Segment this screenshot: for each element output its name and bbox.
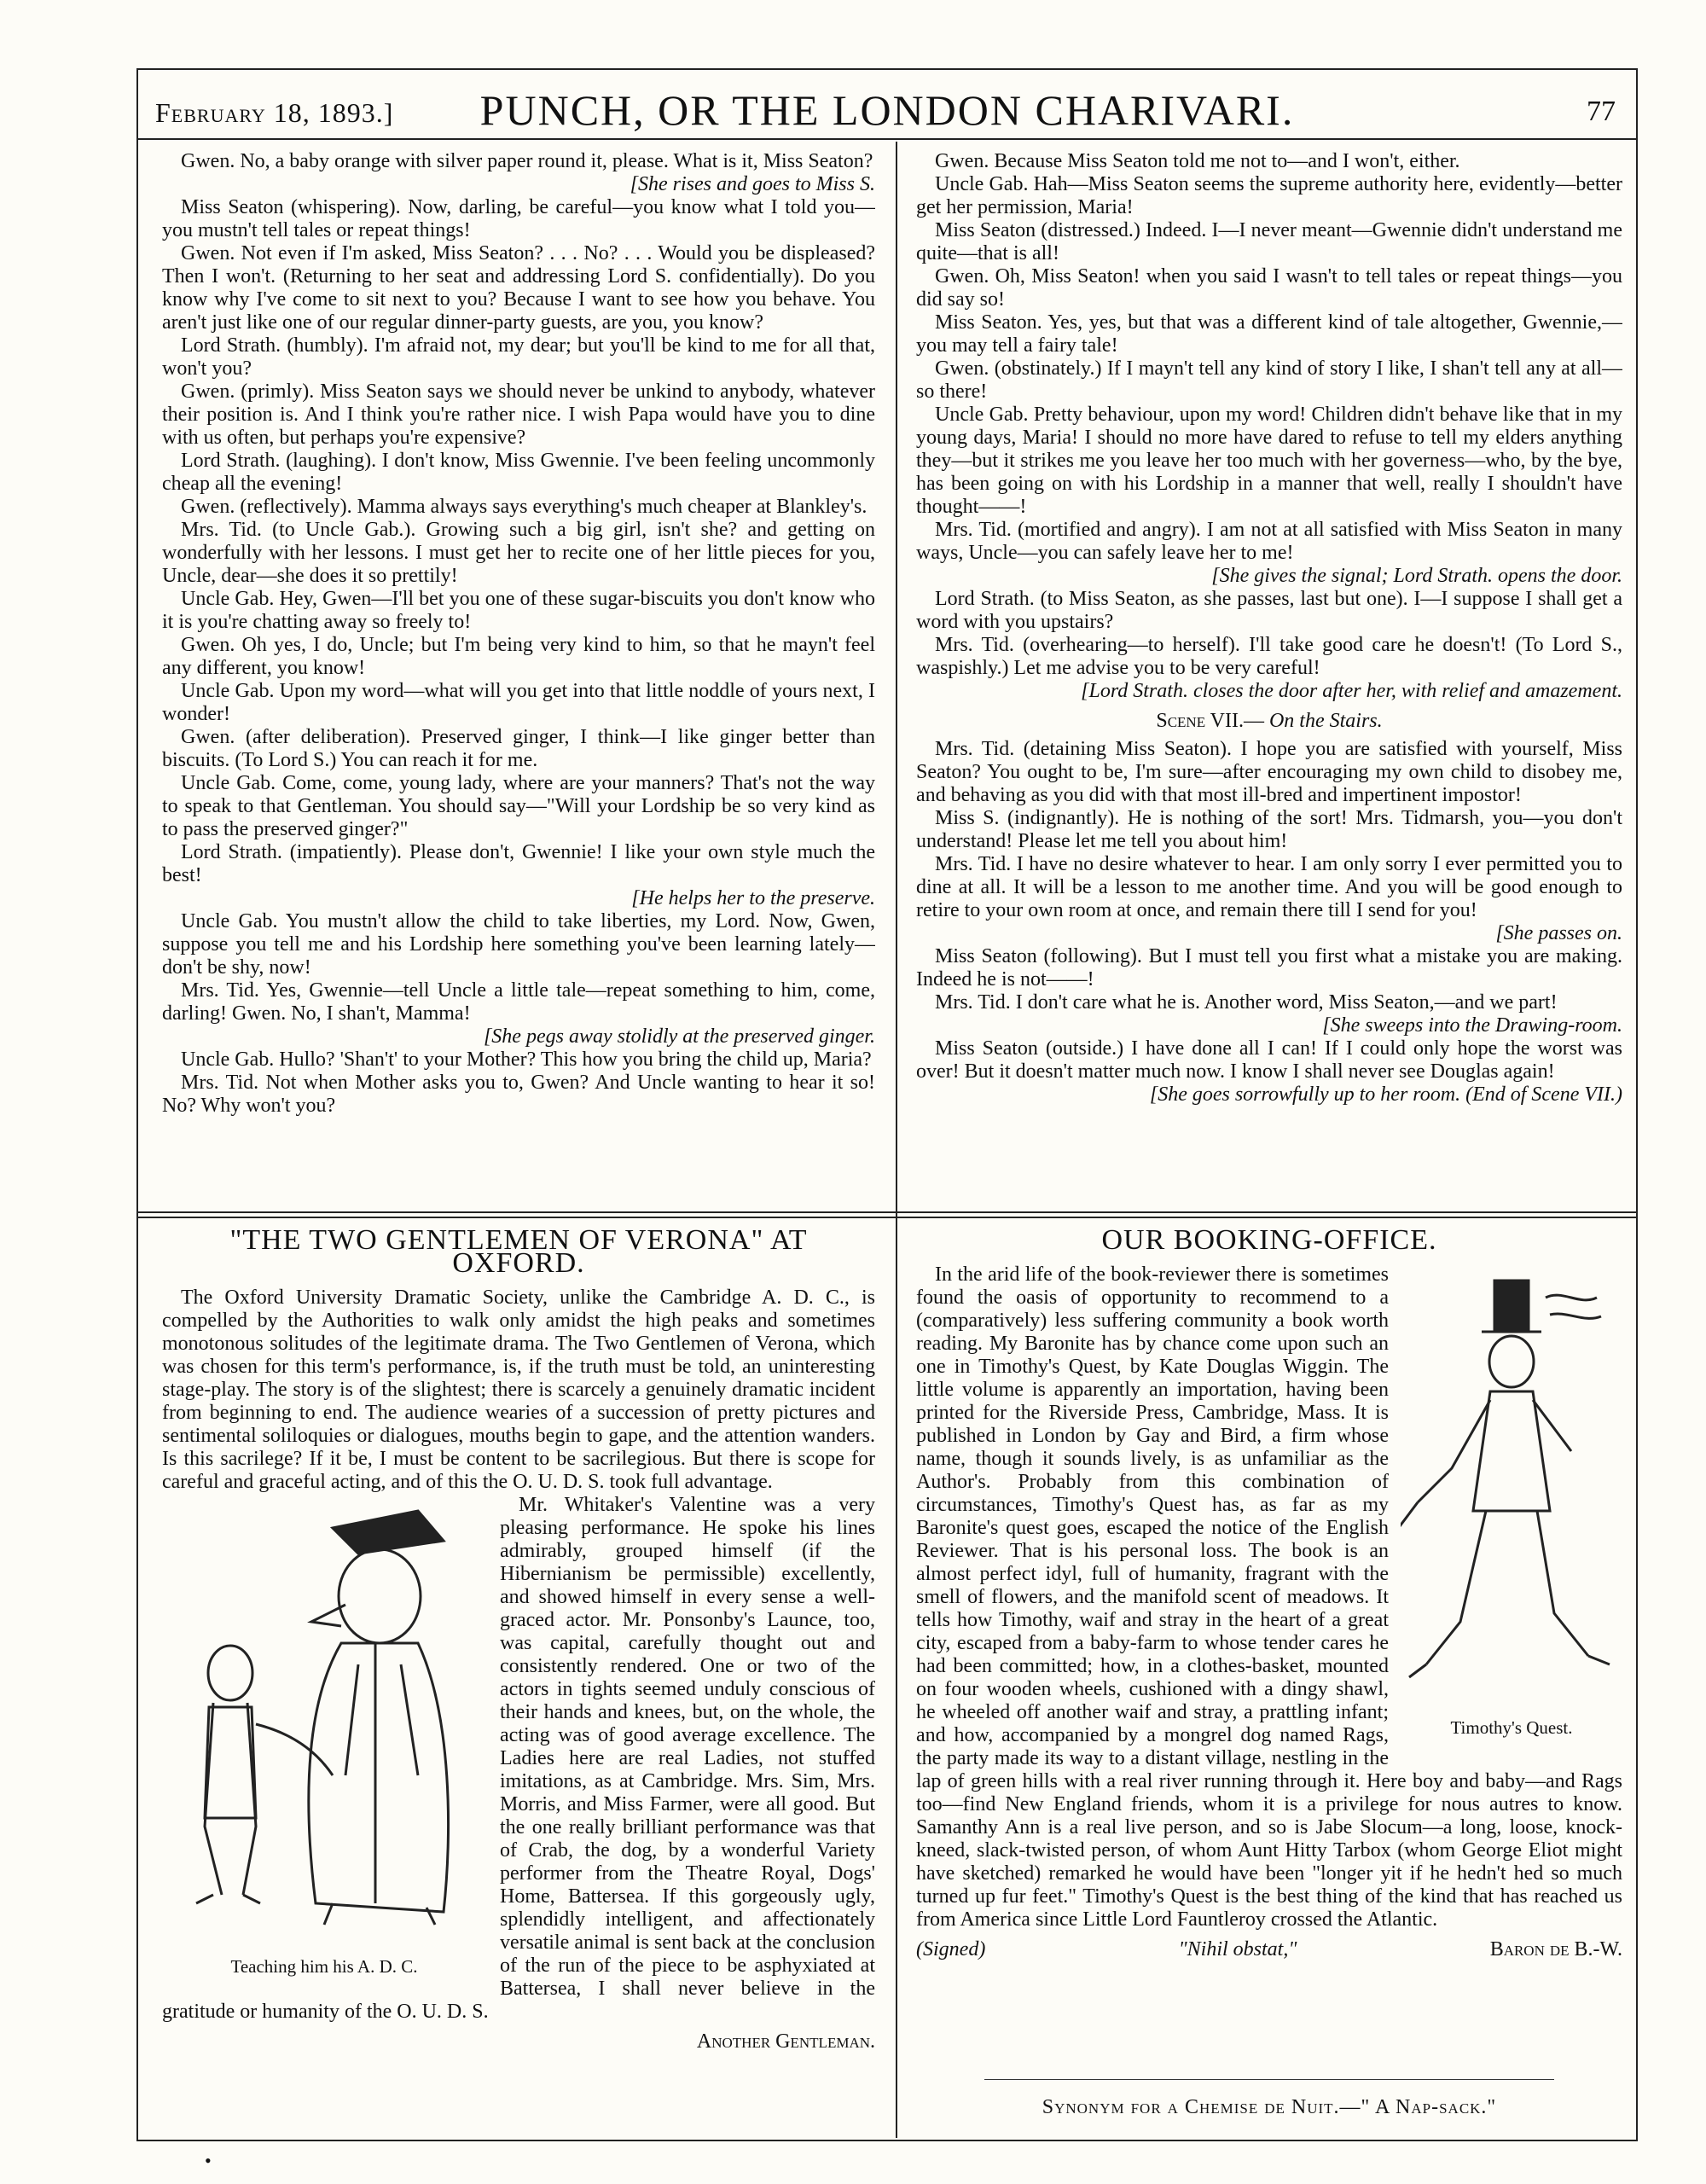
- play-line: Gwen. (primly). Miss Seaton says we should never be unkind to anybody, whatever their position is. And I think you're rather nice. I wish Papa would have you to dine with us often, but perhaps you're expensive?: [162, 380, 875, 449]
- stage-direction: [She goes sorrowfully up to her room. (End of Scene VII.): [1149, 1083, 1622, 1106]
- stage-direction: [He helps her to the preserve.: [631, 887, 875, 909]
- illustration-teaching: [162, 1494, 486, 1980]
- play-line: Uncle Gab. You mustn't allow the child to take liberties, my Lord. Now, Gwen, suppose you tell me and his Lordship here something you've been learning lately—don't be shy, now!: [162, 910, 875, 979]
- play-line: Miss S. (indignantly). He is nothing of the sort! Mrs. Tidmarsh, you—you don't understand! Please let me tell you about him!: [916, 807, 1622, 852]
- booking-office-article: [916, 1222, 1622, 2135]
- caption-teaching: Teaching him his A. D. C.: [230, 1956, 418, 1977]
- play-line: Gwen. (obstinately.) If I mayn't tell any kind of story I like, I shan't tell any at all—so there!: [916, 357, 1622, 403]
- play-line: Mrs. Tid. (detaining Miss Seaton). I hope you are satisfied with yourself, Miss Seaton? You ought to be, I'm sure—after encouraging my own child to disobey me, and behaving as you did with that most ill-bred and impertinent impostor!: [916, 738, 1622, 806]
- play-line: Miss Seaton. Yes, yes, but that was a different kind of tale altogether, Gwennie,—you may tell a fairy tale!: [916, 311, 1622, 357]
- caption-timothy: Timothy's Quest.: [1450, 1717, 1573, 1738]
- stage-direction: [She pegs away stolidly at the preserved ginger.: [483, 1025, 875, 1048]
- play-column-left: [162, 150, 875, 1205]
- verona-signature-line: [162, 2030, 875, 2053]
- play-line: Gwen. Because Miss Seaton told me not to—and I won't, either.: [935, 150, 1460, 172]
- play-line: Uncle Gab. Hey, Gwen—I'll bet you one of these sugar-biscuits you don't know who it is you're chatting away so freely to!: [162, 588, 875, 633]
- play-line: Gwen. Oh, Miss Seaton! when you said I wasn't to tell tales or repeat things—you did say so!: [916, 265, 1622, 311]
- play-line: Lord Strath. (humbly). I'm afraid not, my dear; but you'll be kind to me for all that, won't you?: [162, 334, 875, 380]
- page-foot-mark: •: [205, 2150, 212, 2171]
- synonym-rule: [984, 2079, 1554, 2080]
- play-line: Uncle Gab. Hullo? 'Shan't' to your Mother? This how you bring the child up, Maria?: [181, 1048, 872, 1071]
- professor-and-boy-drawing: [162, 1494, 486, 1946]
- scene-location: On the Stairs.: [1268, 710, 1383, 732]
- scene-heading: [916, 710, 1622, 733]
- play-line: Uncle Gab. Hah—Miss Seaton seems the supreme authority here, evidently—better get her permission, Maria!: [916, 173, 1622, 218]
- play-line: Miss Seaton (following). But I must tell you first what a mistake you are making. Indeed he is not——!: [916, 945, 1622, 990]
- verona-paragraph: Mr. Whitaker's Valentine was a very pleasing performance. He spoke his lines admirably, grouped himself (if the Hibernianism be permissible) excellently, and showed himself in every sense a well-graced actor. Mr. Ponsonby's Launce, too, was capital, carefully thought out and consistently rendered. One or two of the actors in tights seemed unduly conscious of their hands and knees, but, on the whole, the acting was of good average excellence. The Ladies here are real Ladies, not stuffed imitations, as at Cambridge. Mrs. Sim, Mrs. Morris, and Miss Farmer, were all good. But the one really brilliant performance was that of Crab, the dog, by a wonderful Variety performer from the Theatre Royal, Dogs' Home, Battersea. If this gorgeously ugly, splendidly intelligent, and affectionately versatile animal is sent back at the conclusion of the run of the piece to be asphyxiated at Battersea, I shall never believe in the gratitude or humanity of the O. U. D. S.: [162, 1494, 875, 2023]
- stage-direction: [Lord Strath. closes the door after her, with relief and amazement.: [1081, 680, 1622, 702]
- booking-paragraph: In the arid life of the book-reviewer there is sometimes found the oasis of opportunity to recommend to a (comparatively) less suffering community a book worth reading. My Baronite has by chance come upon such an one in Timothy's Quest, by Kate Douglas Wiggin. The little volume is apparently an importation, having been printed for the Riverside Press, Cambridge, Mass. It is published in London by Gay and Bird, a firm whose name, though it sounds lively, is as unfamiliar as the Author's. Probably from this combination of circumstances, Timothy's Quest has, as far as my Baronite's quest goes, escaped the notice of the English Reviewer. That is his personal loss. The book is an almost perfect idyl, full of humanity, fragrant with the smell of flowers, and the manifold scent of meadows. It tells how Timothy, waif and stray in the heart of a great city, escaped from a baby-farm to whose tender cares he had been committed; how, in a clothes-basket, mounted on four wooden wheels, cushioned with a dingy shawl, he wheeled off another waif and stray, a prattling infant; and how, accompanied by a mongrel dog named Rags, the party made its way to a distant village, nestling in the lap of green hills with a real river running through it. Here boy and baby—and Rags too—find New England friends, whom it is a privilege for nous autres to know. Samanthy Ann is a real live person, and so is Jabe Slocum—a long, loose, knock-kneed, slack-twisted person, of whom Aunt Hitty Tarbox (whom George Eliot might have sketched) remarked he would have been "longer yit if he hedn't hed so much turned up fur feet." Timothy's Quest is the best thing of the kind that has reached us from America since Little Lord Fauntleroy crossed the Atlantic.: [916, 1263, 1622, 1931]
- play-line: Gwen. No, a baby orange with silver paper round it, please. What is it, Miss Seaton?: [181, 150, 873, 172]
- masthead: [138, 82, 1636, 150]
- play-line: Mrs. Tid. Yes, Gwennie—tell Uncle a little tale—repeat something to him, come, darling! Gwen. No, I shan't, Mamma!: [162, 979, 875, 1025]
- motto: "Nihil obstat,": [1178, 1938, 1297, 1960]
- verona-text-1: The Oxford University Dramatic Society, unlike the Cambridge A. D. C., is compelled by the Authorities to walk only amidst the high peaks and sometimes monotonous solitudes of the legitimate drama. The Two Gentlemen of Verona, which was chosen for this term's performance, is, if the truth must be told, an uninteresting stage-play. The story is of the slightest; there is scarcely a genuinely dramatic incident from beginning to end. The audience wearies of a succession of pretty pictures and sentimental soliloquies or dialogues, mouths begin to gape, and the attention wanders. Is this sacrilege? If it be, I must be content to be sacrilegious. But there is scope for careful and graceful acting, and of this the O. U. D. S. took full advantage.: [162, 1287, 875, 1493]
- play-line: Mrs. Tid. I have no desire whatever to hear. I am only sorry I ever permitted you to dine at all. It will be a lesson to me another time. And you will be good enough to retire to your own room at once, and remain there till I send for you!: [916, 853, 1622, 921]
- play-line: Mrs. Tid. I don't care what he is. Another word, Miss Seaton,—and we part!: [935, 991, 1558, 1014]
- verona-title: "THE TWO GENTLEMEN OF VERONA" AT OXFORD.: [229, 1224, 808, 1279]
- stage-direction: [She rises and goes to Miss S.: [630, 173, 875, 195]
- play-line: Miss Seaton (outside.) I have done all I can! If I could only hope the worst was over! But it doesn't matter much now. I know I shall never see Douglas again!: [916, 1037, 1622, 1083]
- scene-label: Scene VII.—: [1156, 710, 1264, 732]
- play-line: Gwen. (after deliberation). Preserved ginger, I think—I like ginger better than biscuits. (To Lord S.) You can reach it for me.: [162, 726, 875, 771]
- journal-title: PUNCH, OR THE LONDON CHARIVARI.: [479, 86, 1295, 134]
- play-line: Mrs. Tid. Not when Mother asks you to, Gwen? And Uncle wanting to hear it so! No? Why won't you?: [162, 1072, 875, 1117]
- stage-direction: [She passes on.: [1495, 922, 1622, 944]
- play-column-right: [916, 150, 1622, 1205]
- play-line: Lord Strath. (to Miss Seaton, as she passes, last but one). I—I suppose I shall get a word with you upstairs?: [916, 588, 1622, 633]
- verona-signature: Another Gentleman.: [696, 2030, 875, 2053]
- play-line: Lord Strath. (impatiently). Please don't, Gwennie! I like your own style much the best!: [162, 841, 875, 886]
- play-line: Gwen. (reflectively). Mamma always says everything's much cheaper at Blankley's.: [181, 496, 868, 518]
- page-number: 77: [1587, 96, 1616, 127]
- play-line: Mrs. Tid. (to Uncle Gab.). Growing such a big girl, isn't she? and getting on wonderfully with her lessons. I must get her to recite one of her little pieces for you, Uncle, dear—she does it so prettily!: [162, 519, 875, 587]
- play-line: Mrs. Tid. (mortified and angry). I am not at all satisfied with Miss Seaton in many ways, Uncle—you can safely leave her to me!: [916, 519, 1622, 564]
- verona-paragraph: [162, 1287, 875, 1494]
- play-line: Mrs. Tid. (overhearing—to herself). I'll take good care he doesn't! (To Lord S., waspishly.) Let me advise you to be very careful!: [916, 634, 1622, 679]
- section-rule: [138, 1211, 1636, 1213]
- play-line: Miss Seaton (whispering). Now, darling, be careful—you know what I told you—you mustn't tell tales or repeat things!: [162, 196, 875, 241]
- verona-article: [162, 1222, 875, 2135]
- stage-direction: [She gives the signal; Lord Strath. opens the door.: [1211, 565, 1622, 587]
- signed-label: (Signed): [916, 1938, 986, 1960]
- section-rule-double: [138, 1217, 1636, 1218]
- stage-direction: [She sweeps into the Drawing-room.: [1322, 1014, 1622, 1037]
- play-line: Uncle Gab. Pretty behaviour, upon my word! Children didn't behave like that in my young days, Maria! I should no more have dared to refuse to tell my elders anything they—but it strikes me you leave her too much with her governess—who, by the bye, has been going on with his Lordship in a manner that well, really I shouldn't have thought——!: [916, 404, 1622, 518]
- synonym-joke: Synonym for a Chemise de Nuit.—" A Nap-sack.": [1042, 2096, 1497, 2118]
- illustration-timothy: [1401, 1263, 1622, 1741]
- header-rule: [138, 138, 1636, 140]
- booking-title: OUR BOOKING-OFFICE.: [1101, 1224, 1437, 1256]
- play-line: Uncle Gab. Come, come, young lady, where are your manners? That's not the way to speak to that Gentleman. You should say—"Will your Lordship be so very kind as to pass the preserved ginger?": [162, 772, 875, 840]
- column-divider: [896, 142, 897, 2138]
- play-line: Lord Strath. (laughing). I don't know, Miss Gwennie. I've been feeling uncommonly cheap all the evening!: [162, 450, 875, 495]
- issue-date: February 18, 1893.]: [155, 97, 394, 128]
- play-line: Gwen. Oh yes, I do, Uncle; but I'm being very kind to him, so that he mayn't feel any different, you know!: [162, 634, 875, 679]
- play-line: Gwen. Not even if I'm asked, Miss Seaton? . . . No? . . . Would you be displeased? Then I won't. (Returning to her seat and addressing Lord S. confidentially). Do you know why I've come to sit next to you? Because I want to see how you behave. You aren't just like one of our regular dinner-party guests, are you, you know?: [162, 242, 875, 334]
- dandy-figure-drawing: [1401, 1263, 1622, 1707]
- play-line: Uncle Gab. Upon my word—what will you get into that little noddle of yours next, I wonder!: [162, 680, 875, 725]
- play-line: Miss Seaton (distressed.) Indeed. I—I never meant—Gwennie didn't understand me quite—that is all!: [916, 219, 1622, 264]
- page: [136, 68, 1638, 2141]
- booking-signature: Baron de B.-W.: [1489, 1938, 1622, 1960]
- booking-signature-line: [916, 1938, 1622, 1961]
